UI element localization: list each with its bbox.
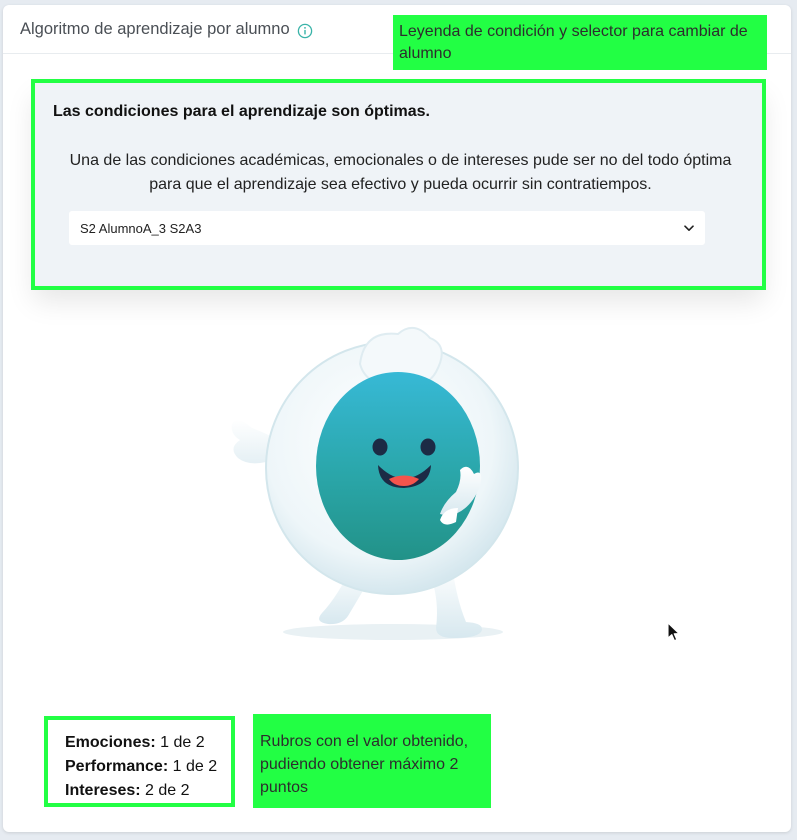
condition-title: Las condiciones para el aprendizaje son óptimas. bbox=[53, 103, 430, 120]
card-title: Algoritmo de aprendizaje por alumno bbox=[20, 20, 290, 38]
chevron-down-icon bbox=[684, 225, 694, 232]
smiling-bubble-mascot-icon bbox=[218, 316, 568, 646]
score-value: 1 de 2 bbox=[160, 734, 205, 751]
score-label: Emociones: bbox=[65, 734, 156, 751]
score-value: 2 de 2 bbox=[145, 782, 190, 799]
score-row-interests bbox=[65, 779, 231, 803]
student-select-value: S2 AlumnoA_3 S2A3 bbox=[80, 220, 202, 236]
condition-description: Una de las condiciones académicas, emocionales o de intereses pude ser no del todo óptima para que el aprendizaje sea efectivo y pueda ocurrir sin contratiempos. bbox=[69, 152, 732, 193]
student-select[interactable] bbox=[69, 211, 705, 245]
annotation-scores-legend: Rubros con el valor obtenido, pudiendo obtener máximo 2 puntos bbox=[253, 714, 491, 808]
mouse-cursor-icon bbox=[667, 622, 680, 642]
score-value: 1 de 2 bbox=[172, 758, 218, 775]
condition-panel bbox=[31, 79, 766, 290]
annotation-condition-legend: Leyenda de condición y selector para cambiar de alumno bbox=[393, 15, 767, 70]
score-row-emotions bbox=[65, 731, 231, 755]
score-label: Intereses: bbox=[65, 782, 141, 799]
score-row-performance bbox=[65, 755, 231, 779]
scores-box bbox=[44, 716, 235, 807]
score-label: Performance: bbox=[65, 758, 169, 775]
info-circle-icon[interactable] bbox=[297, 23, 313, 39]
